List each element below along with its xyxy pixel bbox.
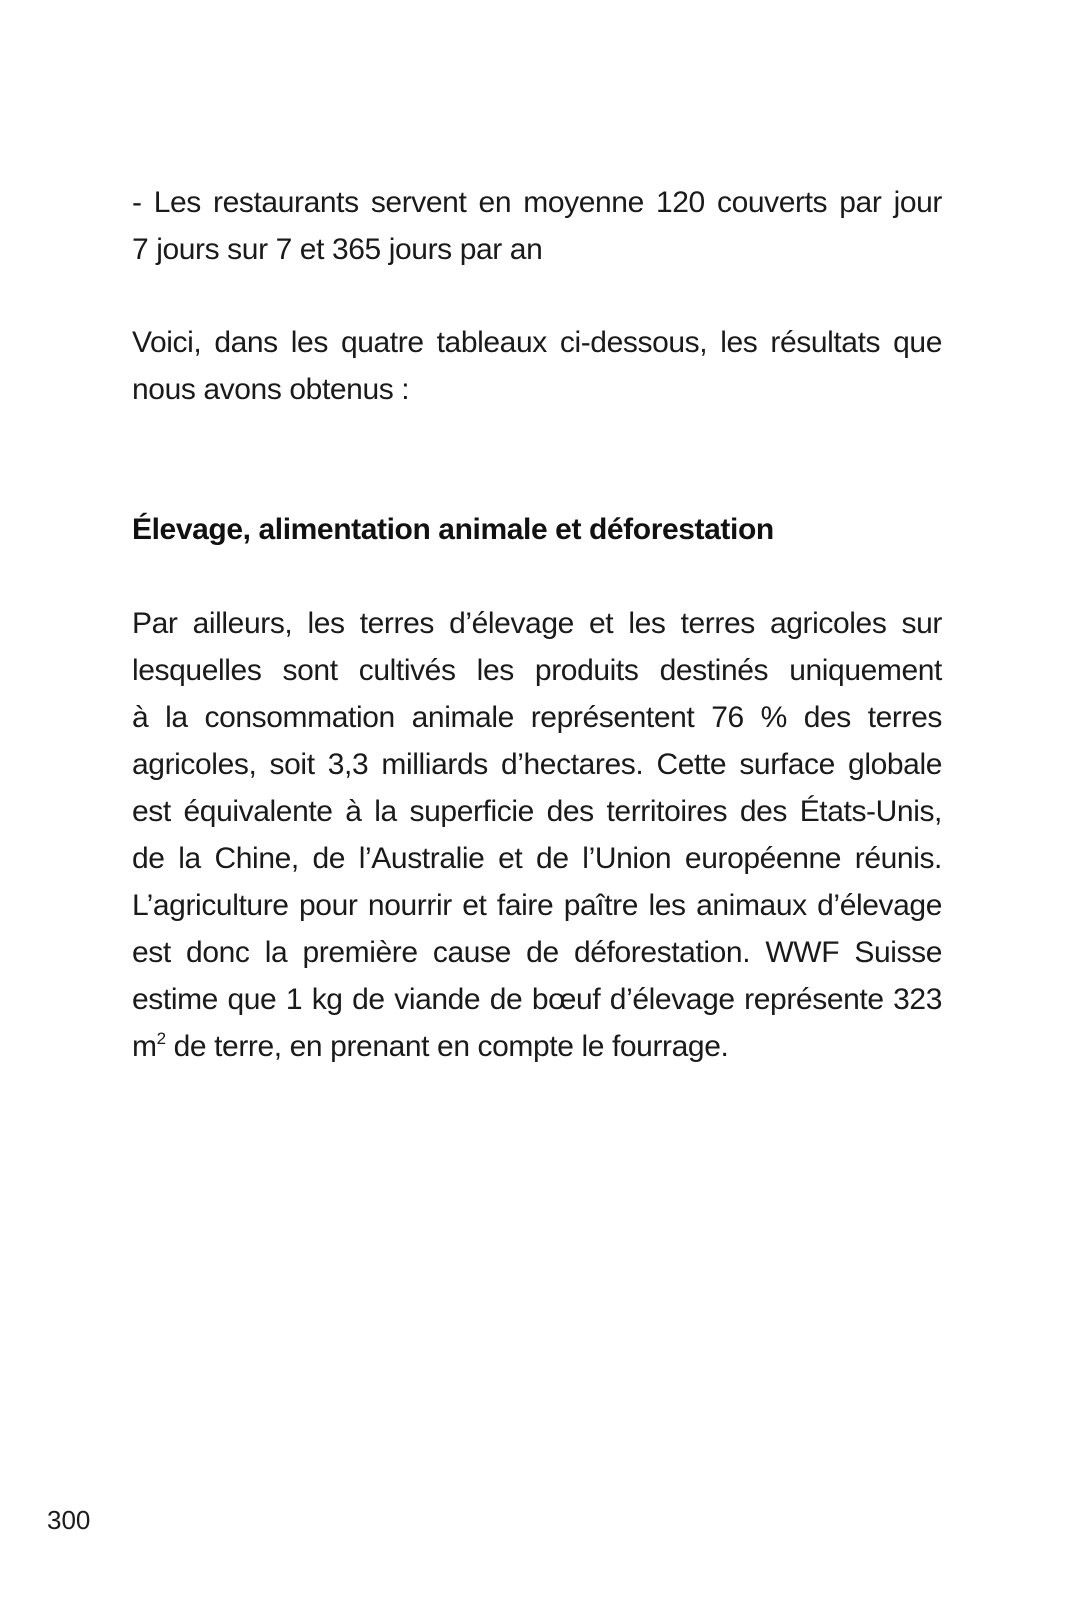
- intro-sentence-line: Voici, dans les quatre tableaux ci-dessous, les résultats que: [132, 326, 942, 359]
- paragraph-line: est donc la première cause de déforestation. WWF Suisse: [132, 936, 942, 969]
- paragraph-last-line-text: de terre, en prenant en compte le fourrage.: [165, 1030, 729, 1063]
- paragraph-line: à la consommation animale représentent 76 % des terres: [132, 701, 942, 734]
- intro-list-line: 7 jours sur 7 et 365 jours par an: [132, 233, 543, 266]
- intro-list-line: - Les restaurants servent en moyenne 120 couverts par jour: [132, 186, 942, 219]
- intro-sentence-line: nous avons obtenus :: [132, 373, 410, 406]
- area-unit-exponent: 2: [156, 1029, 166, 1048]
- paragraph-last-line: [132, 1023, 942, 1070]
- paragraph-line: L’agriculture pour nourrir et faire paître les animaux d’élevage: [132, 889, 942, 922]
- paragraph-line: est équivalente à la superficie des territoires des États-Unis,: [132, 795, 942, 828]
- page-number: 300: [47, 1505, 91, 1535]
- intro-sentence: [132, 319, 942, 413]
- area-unit: m: [132, 1030, 157, 1063]
- paragraph-line: estime que 1 kg de viande de bœuf d’élevage représente 323: [132, 983, 942, 1016]
- section-heading: Élevage, alimentation animale et déforestation: [132, 513, 774, 546]
- paragraph-line: agricoles, soit 3,3 milliards d’hectares. Cette surface globale: [132, 748, 942, 781]
- paragraph-line: lesquelles sont cultivés les produits destinés uniquement: [132, 654, 942, 687]
- paragraph-line: de la Chine, de l’Australie et de l’Union européenne réunis.: [132, 842, 942, 875]
- intro-list-item: [132, 179, 942, 273]
- body-paragraph: [132, 600, 942, 1070]
- paragraph-line: Par ailleurs, les terres d’élevage et les terres agricoles sur: [132, 607, 942, 640]
